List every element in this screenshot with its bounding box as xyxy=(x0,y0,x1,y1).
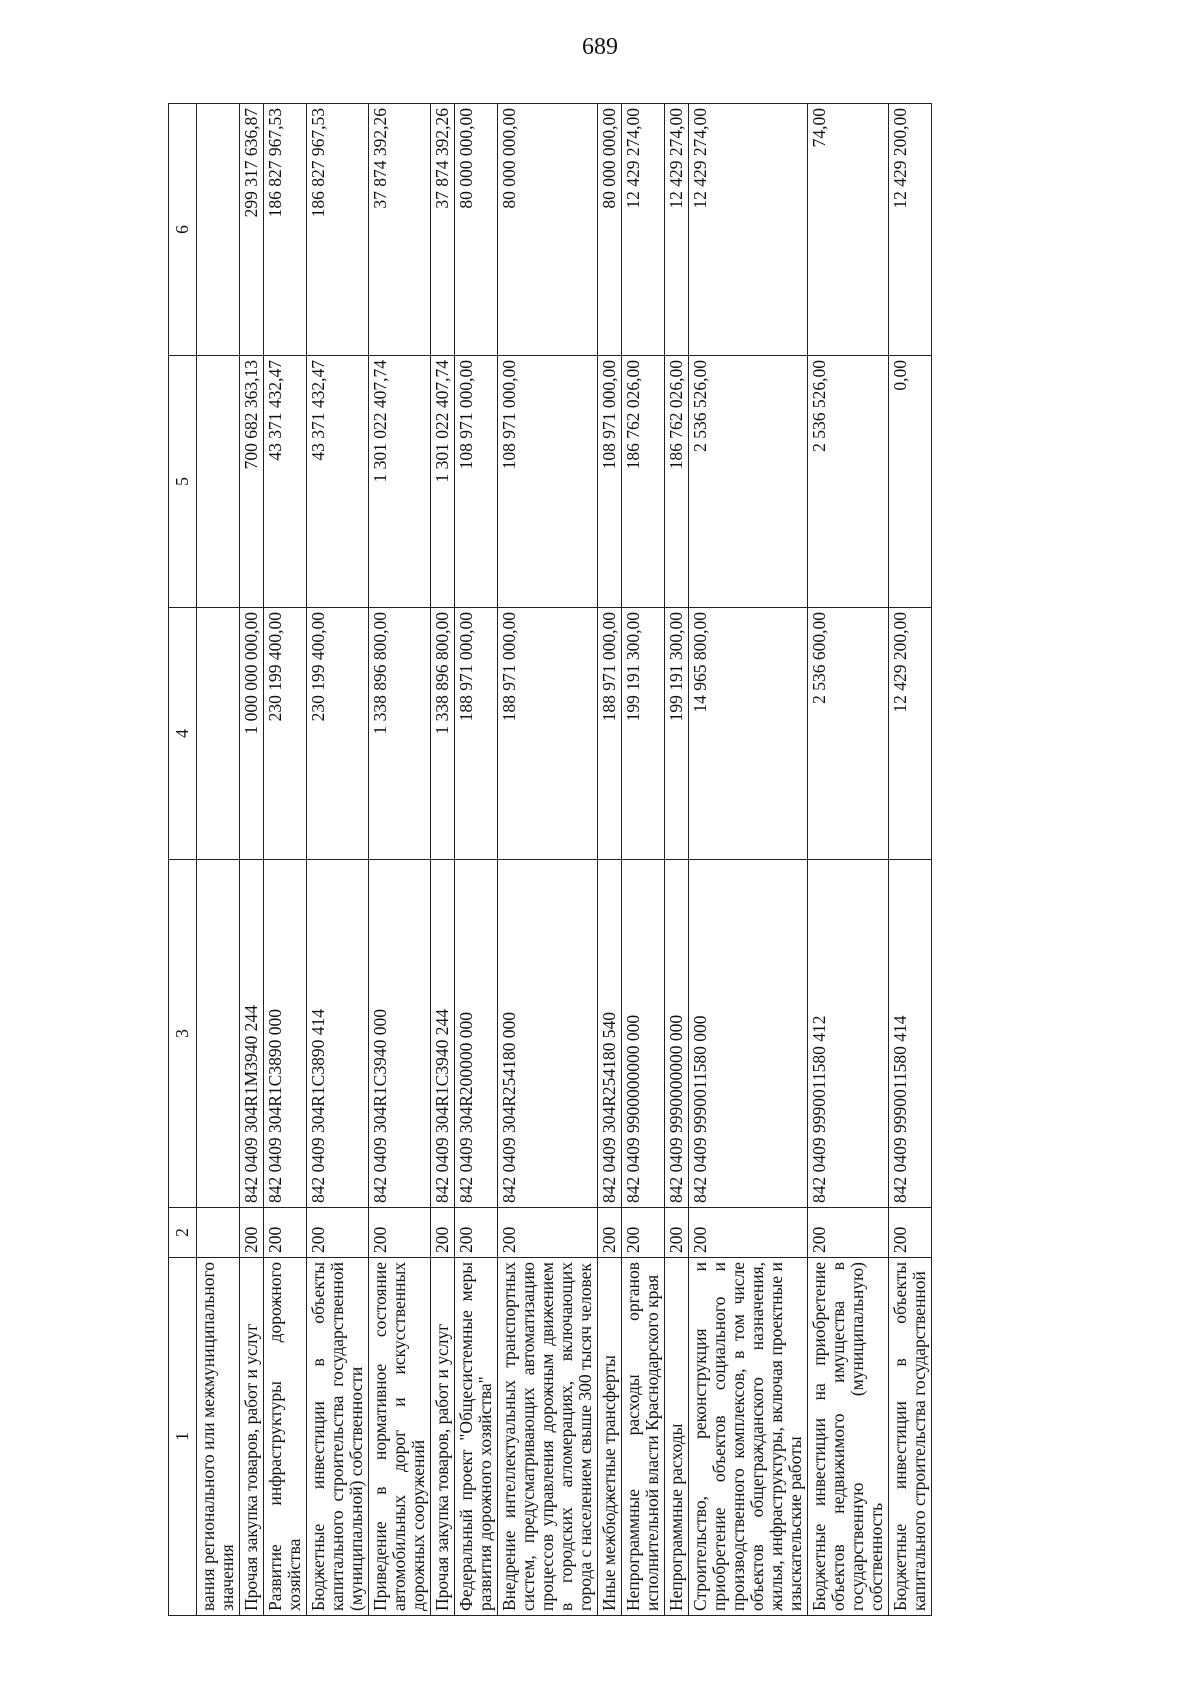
cell-amount-planned: 188 971 000,00 xyxy=(455,608,498,860)
cell-classification: 842 0409 304R254180 000 xyxy=(498,860,598,1208)
cell-amount-remaining: 12 429 274,00 xyxy=(665,104,689,356)
cell-code: 200 xyxy=(808,1208,889,1258)
cell-amount-executed xyxy=(197,356,240,608)
cell-description: Приведение в нормативное состояние автомобильных дорог и искусственных дорожных сооружений xyxy=(369,1258,431,1616)
table-row xyxy=(598,104,622,1616)
cell-amount-executed: 43 371 432,47 xyxy=(264,356,307,608)
cell-description: Внедрение интеллектуальных транспортных систем, предусматривающих автоматизацию процессов управления дорожным движением в городских агломерациях, включающих города с населением свыше 300 тысяч человек xyxy=(498,1258,598,1616)
cell-amount-remaining: 12 429 274,00 xyxy=(689,104,808,356)
table-row xyxy=(197,104,240,1616)
cell-amount-remaining: 37 874 392,26 xyxy=(431,104,455,356)
cell-amount-planned: 230 199 400,00 xyxy=(307,608,369,860)
cell-classification: 842 0409 9990011580 000 xyxy=(689,860,808,1208)
cell-classification: 842 0409 9990011580 414 xyxy=(889,860,932,1208)
cell-code: 200 xyxy=(622,1208,665,1258)
table-row xyxy=(665,104,689,1616)
cell-amount-executed: 108 971 000,00 xyxy=(498,356,598,608)
cell-description: Развитие инфраструктуры дорожного хозяйства xyxy=(264,1258,307,1616)
cell-classification: 842 0409 304R1C3940 244 xyxy=(431,860,455,1208)
table-row xyxy=(307,104,369,1616)
cell-classification: 842 0409 304R1C3890 414 xyxy=(307,860,369,1208)
cell-code: 200 xyxy=(889,1208,932,1258)
cell-amount-remaining: 12 429 200,00 xyxy=(889,104,932,356)
column-header: 3 xyxy=(169,860,197,1208)
column-header: 1 xyxy=(169,1258,197,1616)
column-header: 2 xyxy=(169,1208,197,1258)
cell-description: Строительство, реконструкция и приобретение объектов социального и производственного комплексов, в том числе объектов общегражданского назначения, жилья, инфраструктуры, включая проектные и изыскательские работы xyxy=(689,1258,808,1616)
cell-description: Прочая закупка товаров, работ и услуг xyxy=(240,1258,264,1616)
cell-classification xyxy=(197,860,240,1208)
cell-amount-executed: 2 536 526,00 xyxy=(689,356,808,608)
cell-amount-planned: 199 191 300,00 xyxy=(665,608,689,860)
cell-amount-remaining: 37 874 392,26 xyxy=(369,104,431,356)
cell-amount-planned: 188 971 000,00 xyxy=(498,608,598,860)
cell-amount-executed: 700 682 363,13 xyxy=(240,356,264,608)
cell-amount-executed: 186 762 026,00 xyxy=(665,356,689,608)
cell-amount-planned: 199 191 300,00 xyxy=(622,608,665,860)
cell-amount-planned: 12 429 200,00 xyxy=(889,608,932,860)
cell-amount-remaining xyxy=(197,104,240,356)
cell-amount-remaining: 80 000 000,00 xyxy=(455,104,498,356)
cell-classification: 842 0409 9990000000 000 xyxy=(665,860,689,1208)
header-row xyxy=(169,104,197,1616)
cell-description: Бюджетные инвестиции на приобретение объектов недвижимого имущества в государственную (муниципальную) собственность xyxy=(808,1258,889,1616)
table-row xyxy=(455,104,498,1616)
cell-code: 200 xyxy=(369,1208,431,1258)
budget-table xyxy=(168,103,932,1616)
cell-classification: 842 0409 9990011580 412 xyxy=(808,860,889,1208)
cell-amount-planned: 1 000 000 000,00 xyxy=(240,608,264,860)
cell-description: Прочая закупка товаров, работ и услуг xyxy=(431,1258,455,1616)
cell-code: 200 xyxy=(665,1208,689,1258)
cell-classification: 842 0409 304R1C3940 000 xyxy=(369,860,431,1208)
cell-amount-remaining: 74,00 xyxy=(808,104,889,356)
cell-amount-executed: 2 536 526,00 xyxy=(808,356,889,608)
table-row xyxy=(689,104,808,1616)
cell-amount-planned xyxy=(197,608,240,860)
cell-amount-planned: 2 536 600,00 xyxy=(808,608,889,860)
rotated-table-area xyxy=(168,104,1088,1616)
cell-amount-remaining: 12 429 274,00 xyxy=(622,104,665,356)
cell-amount-executed: 43 371 432,47 xyxy=(307,356,369,608)
table-row xyxy=(431,104,455,1616)
table-row xyxy=(889,104,932,1616)
cell-amount-executed: 1 301 022 407,74 xyxy=(369,356,431,608)
cell-classification: 842 0409 304R1M3940 244 xyxy=(240,860,264,1208)
cell-amount-remaining: 80 000 000,00 xyxy=(598,104,622,356)
cell-amount-executed: 186 762 026,00 xyxy=(622,356,665,608)
cell-description: вания регионального или межмуниципального значения xyxy=(197,1258,240,1616)
cell-amount-executed: 108 971 000,00 xyxy=(455,356,498,608)
cell-code: 200 xyxy=(689,1208,808,1258)
cell-description: Непрограммные расходы xyxy=(665,1258,689,1616)
table-row xyxy=(240,104,264,1616)
cell-amount-remaining: 80 000 000,00 xyxy=(498,104,598,356)
cell-code: 200 xyxy=(598,1208,622,1258)
cell-code: 200 xyxy=(455,1208,498,1258)
cell-amount-executed: 0,00 xyxy=(889,356,932,608)
table-row xyxy=(622,104,665,1616)
table-row xyxy=(808,104,889,1616)
cell-code: 200 xyxy=(307,1208,369,1258)
column-header: 6 xyxy=(169,104,197,356)
page-number: 689 xyxy=(582,34,618,60)
cell-amount-planned: 230 199 400,00 xyxy=(264,608,307,860)
cell-amount-remaining: 186 827 967,53 xyxy=(307,104,369,356)
cell-description: Федеральный проект "Общесистемные меры развития дорожного хозяйства" xyxy=(455,1258,498,1616)
cell-code: 200 xyxy=(264,1208,307,1258)
cell-classification: 842 0409 304R1C3890 000 xyxy=(264,860,307,1208)
table-row xyxy=(498,104,598,1616)
column-header: 4 xyxy=(169,608,197,860)
cell-classification: 842 0409 304R254180 540 xyxy=(598,860,622,1208)
table-rotator xyxy=(168,104,1088,1616)
cell-amount-executed: 108 971 000,00 xyxy=(598,356,622,608)
column-header: 5 xyxy=(169,356,197,608)
cell-classification: 842 0409 9900000000 000 xyxy=(622,860,665,1208)
cell-description: Бюджетные инвестиции в объекты капитального строительства государственной (муниципальной) собственности xyxy=(307,1258,369,1616)
cell-description: Бюджетные инвестиции в объекты капитального строительства государственной xyxy=(889,1258,932,1616)
cell-amount-planned: 1 338 896 800,00 xyxy=(369,608,431,860)
table-row xyxy=(264,104,307,1616)
cell-amount-remaining: 186 827 967,53 xyxy=(264,104,307,356)
cell-classification: 842 0409 304R200000 000 xyxy=(455,860,498,1208)
cell-amount-planned: 1 338 896 800,00 xyxy=(431,608,455,860)
cell-code: 200 xyxy=(498,1208,598,1258)
cell-code: 200 xyxy=(431,1208,455,1258)
cell-code xyxy=(197,1208,240,1258)
table-row xyxy=(369,104,431,1616)
cell-description: Непрограммные расходы органов исполнительной власти Краснодарского края xyxy=(622,1258,665,1616)
cell-amount-planned: 14 965 800,00 xyxy=(689,608,808,860)
cell-amount-executed: 1 301 022 407,74 xyxy=(431,356,455,608)
cell-amount-planned: 188 971 000,00 xyxy=(598,608,622,860)
cell-amount-remaining: 299 317 636,87 xyxy=(240,104,264,356)
cell-description: Иные межбюджетные трансферты xyxy=(598,1258,622,1616)
cell-code: 200 xyxy=(240,1208,264,1258)
